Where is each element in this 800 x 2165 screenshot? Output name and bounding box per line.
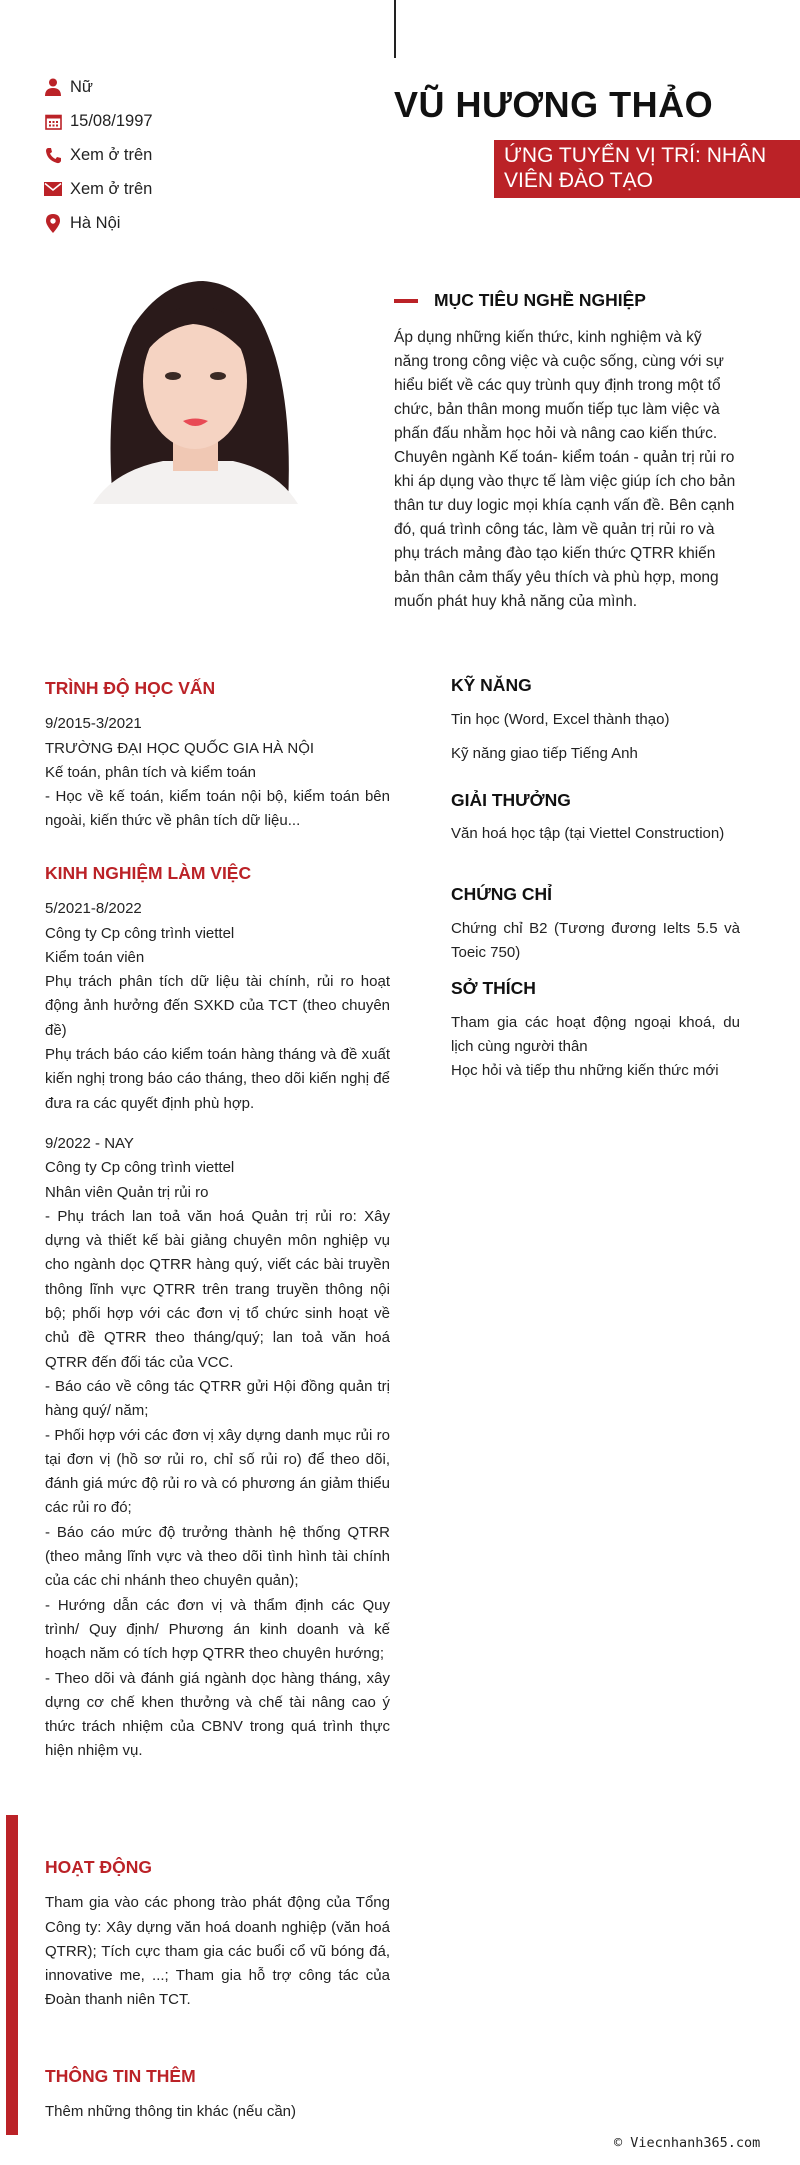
footer-watermark: © Viecnhanh365.com [614,2135,761,2151]
education-section: TRÌNH ĐỘ HỌC VẤN 9/2015-3/2021 TRƯỜNG ĐẠI HỌC QUỐC GIA HÀ NỘI Kế toán, phân tích và kiểm toán - Học về kế toán, kiểm toán nội bộ, kiểm toán bên ngoài, kiến thức về phân tích dữ liệu... [45,678,390,830]
skills-section: KỸ NĂNG Tin học (Word, Excel thành thạo) Kỹ năng giao tiếp Tiếng Anh [451,673,740,766]
calendar-icon [44,112,62,130]
user-icon [44,78,62,96]
experience-heading: KINH NGHIỆM LÀM VIỆC [45,863,252,883]
contact-email: Xem ở trên [44,172,153,206]
objective-heading: MỤC TIÊU NGHỀ NGHIỆP [394,290,646,311]
additional-info-section: THÔNG TIN THÊM Thêm những thông tin khác (nếu cần) [45,2064,390,2125]
contact-info [44,70,153,240]
skills-heading: KỸ NĂNG [451,675,532,695]
certificates-heading: CHỨNG CHỈ [451,884,553,904]
candidate-name: VŨ HƯƠNG THẢO [394,84,714,125]
contact-phone: Xem ở trên [44,138,153,172]
additional-info-heading: THÔNG TIN THÊM [45,2066,196,2086]
awards-heading: GIẢI THƯỞNG [451,790,571,810]
awards-section: GIẢI THƯỞNG Văn hoá học tập (tại Viettel Construction) [451,788,740,846]
location-icon [44,214,62,232]
objective-text: Áp dụng những kiến thức, kinh nghiệm và kỹ năng trong công việc và cuộc sống, cùng với sự hiểu biết về các quy trùnh quy định trong một tổ chức, bản thân mong muốn tiếp tục làm việc và phấn đấu nhằm học hỏi và nâng cao kiến thức. Chuyên ngành Kế toán- kiểm toán - quản trị rủi ro khi áp dụng vào thực tế làm việc giúp ích cho bản thân tư duy logic mọi khía cạnh vấn đề. Bên cạnh đó, quá trình công tác, làm về quản trị rủi ro và phụ trách mảng đào tạo kiến thức QTRR khiến bản thân cảm thấy yêu thích và phù hợp, mong muốn phát huy khả năng của mình. [394,329,736,610]
contact-gender: Nữ [44,70,153,104]
divider-line [394,0,396,58]
phone-icon [44,146,62,164]
contact-location: Hà Nội [44,206,153,240]
experience-section [45,861,390,1764]
hobbies-section: SỞ THÍCH Tham gia các hoạt động ngoại khoá, du lịch cùng người thân Học hỏi và tiếp thu những kiến thức mới [451,978,740,1079]
profile-photo [73,266,318,504]
activities-section: HOẠT ĐỘNG Tham gia vào các phong trào phát động của Tổng Công ty: Xây dựng văn hoá doanh nghiệp (văn hoá QTRR); Tích cực tham gia các buổi cổ vũ bóng đá, innovative me, ...; Tham gia hỗ trợ công tác của Đoàn thanh niên TCT. [45,1857,390,2009]
applied-position: ỨNG TUYỂN VỊ TRÍ: NHÂN VIÊN ĐÀO TẠO [494,140,800,198]
contact-birthday: 15/08/1997 [44,104,153,138]
email-icon [44,180,62,198]
heading-dash [394,299,418,303]
hobbies-heading: SỞ THÍCH [451,978,536,998]
activities-heading: HOẠT ĐỘNG [45,1857,152,1877]
job-item: 9/2022 - NAY Công ty Cp công trình viettel Nhân viên Quản trị rủi ro - Phụ trách lan toả văn hoá Quản trị rủi ro: Xây dựng và thiết kế bài giảng chuyên môn nghiệp vụ cho ngành dọc QTRR hàng quý, viết các bài truyền thông lĩnh vực QTRR trên trang truyền thông nội bộ; phối hợp với các đơn vị tổ chức sinh hoạt về chủ đề QTRR theo tháng/quý; lan toả văn hoá QTRR đến đối tác của VCC. - Báo cáo về công tác QTRR gửi Hội đồng quản trị hàng quý/ năm; - Phối hợp với các đơn vị xây dựng danh mục rủi ro tại đơn vị (hồ sơ rủi ro, chỉ số rủi ro) để theo dõi, đánh giá mức độ rủi ro và có phương án giảm thiểu các rủi ro đó; - Báo cáo mức độ trưởng thành hệ thống QTRR (theo mảng lĩnh vực và theo dõi tình hình tài chính của các chi nhánh theo chuyên quản); - Hướng dẫn các đơn vị và thẩm định các Quy trình/ Quy định/ Phương án kinh doanh và kế hoạch năm có tích hợp QTRR theo chuyên hướng; - Theo dõi và đánh giá ngành dọc hàng tháng, xây dựng cơ chế khen thưởng và chế tài nâng cao ý thức trách nhiệm của CBNV trong quá trình thực hiện nhiệm vụ. [45,1134,390,1760]
certificates-section: CHỨNG CHỈ Chứng chỉ B2 (Tương đương Ielts 5.5 và Toeic 750) [451,884,740,961]
education-heading: TRÌNH ĐỘ HỌC VẤN [45,678,216,698]
job-item: 5/2021-8/2022 Công ty Cp công trình viettel Kiểm toán viên Phụ trách phân tích dữ liệu tài chính, rủi ro hoạt động ảnh hưởng đến SXKD của TCT (theo chuyên đề) Phụ trách báo cáo kiểm toán hàng tháng và đề xuất kiến nghị trong báo cáo tháng, theo dõi kiến nghị để đưa ra các quyết định phù hợp. [45,900,390,1112]
accent-bar [6,1815,18,2135]
